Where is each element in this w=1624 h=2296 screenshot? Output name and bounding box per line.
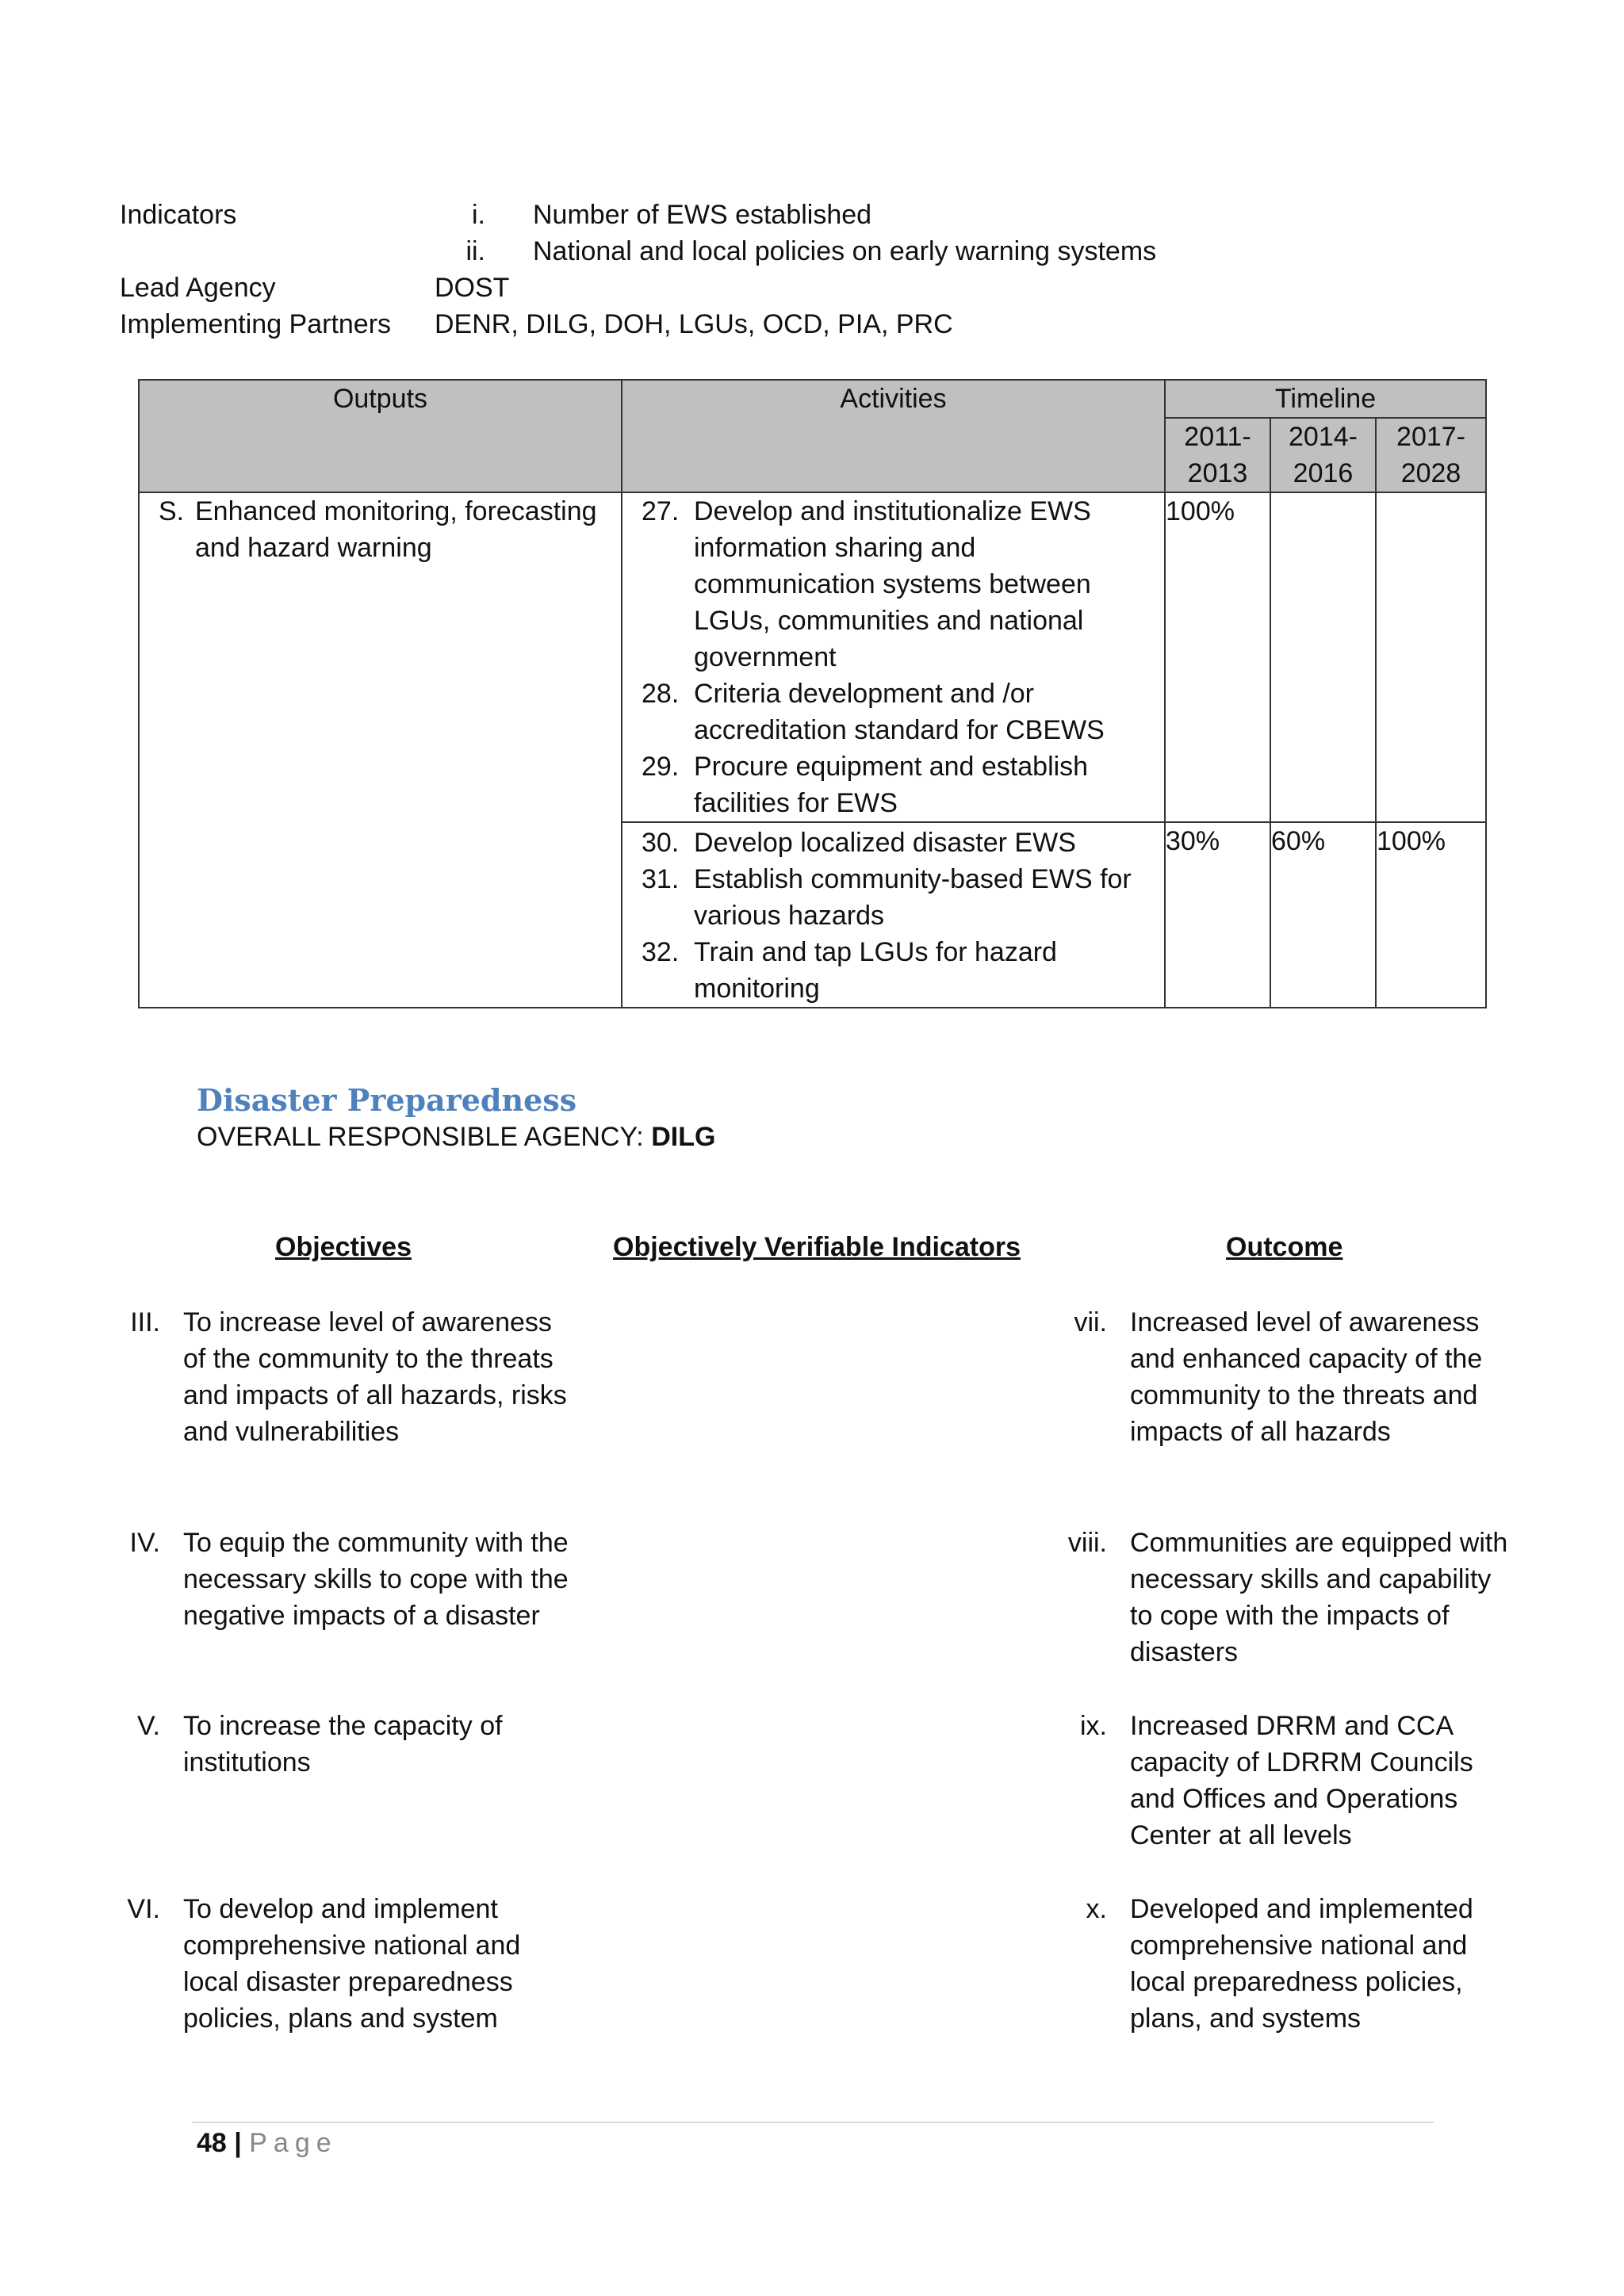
indicator-text: Number of EWS established xyxy=(533,200,872,230)
list-item: 30. Develop localized disaster EWS xyxy=(642,828,1076,858)
outcome-text: Communities are equipped with necessary skills and capability to cope with the impacts of disasters xyxy=(1130,1528,1508,1667)
outcome-text: Increased level of awareness and enhanced capacity of the community to the threats and impacts of all hazards xyxy=(1130,1307,1483,1447)
partners-label: Implementing Partners xyxy=(120,309,392,339)
list-item: 28. Criteria development and /or accreditation standard for CBEWS xyxy=(642,679,1105,745)
list-item: 27. Develop and institutionalize EWS information sharing and communication systems between LGUs, communities and national government xyxy=(642,496,1091,672)
list-item: 32. Train and tap LGUs for hazard monitoring xyxy=(642,937,1057,1004)
page-label: Page xyxy=(249,2128,338,2158)
outcome-number: viii. xyxy=(1067,1528,1107,1558)
objective-number: VI. xyxy=(127,1894,160,1924)
lead-agency-label: Lead Agency xyxy=(120,273,276,303)
page-footer xyxy=(197,2125,338,2161)
indicator-number: ii. xyxy=(465,236,485,266)
objective-text: To increase level of awareness of the community to the threats and impacts of all hazards, risks and vulnerabilities xyxy=(183,1307,567,1447)
outcome-text: Developed and implemented comprehensive national and local preparedness policies, plans, and systems xyxy=(1130,1894,1473,2034)
activities-cell xyxy=(622,822,1165,1008)
indicators-label: Indicators xyxy=(120,200,237,230)
header-period: 2011-2013 xyxy=(1165,418,1270,492)
timeline-cell: 60% xyxy=(1270,822,1376,1008)
objective-text: To increase the capacity of institutions xyxy=(183,1711,503,1777)
lead-agency-value: DOST xyxy=(435,273,510,303)
objectives-heading: Objectives xyxy=(275,1232,412,1262)
indicator-number: i. xyxy=(472,200,485,230)
responsible-agency: OVERALL RESPONSIBLE AGENCY: DILG xyxy=(197,1122,716,1152)
objective-number: IV. xyxy=(129,1528,160,1558)
header-timeline: Timeline xyxy=(1165,380,1486,418)
objective-text: To develop and implement comprehensive national and local disaster preparedness policies, plans and system xyxy=(183,1894,521,2034)
output-number: S. xyxy=(159,496,185,526)
indicator-text: National and local policies on early warning systems xyxy=(533,236,1157,266)
page-separator: | xyxy=(234,2128,242,2158)
outcome-number: ix. xyxy=(1080,1711,1107,1741)
header-period: 2014-2016 xyxy=(1270,418,1376,492)
objective-number: V. xyxy=(136,1711,160,1741)
activities-cell xyxy=(622,492,1165,822)
page-number: 48 xyxy=(197,2128,227,2158)
footer-divider xyxy=(192,2122,1434,2123)
partners-value: DENR, DILG, DOH, LGUs, OCD, PIA, PRC xyxy=(435,309,953,339)
timeline-cell: 30% xyxy=(1165,822,1270,1008)
timeline-cell xyxy=(1270,492,1376,822)
objective-text: To equip the community with the necessary skills to cope with the negative impacts of a disaster xyxy=(183,1528,569,1631)
outcome-number: x. xyxy=(1086,1894,1107,1924)
timeline-cell: 100% xyxy=(1376,822,1486,1008)
header-outputs: Outputs xyxy=(139,380,622,492)
timeline-cell: 100% xyxy=(1165,492,1270,822)
outputs-activities-table xyxy=(138,379,1487,1008)
list-item: 29. Procure equipment and establish facilities for EWS xyxy=(642,752,1089,818)
outcome-number: vii. xyxy=(1074,1307,1107,1337)
output-cell xyxy=(139,492,622,1008)
outcome-heading: Outcome xyxy=(1226,1232,1343,1262)
header-period: 2017-2028 xyxy=(1376,418,1486,492)
indicators-heading: Objectively Verifiable Indicators xyxy=(613,1232,1021,1262)
list-item: 31. Establish community-based EWS for various hazards xyxy=(642,864,1132,931)
output-text: Enhanced monitoring, forecasting and hazard warning xyxy=(195,496,597,563)
section-title: Disaster Preparedness xyxy=(197,1082,577,1118)
timeline-cell xyxy=(1376,492,1486,822)
objective-number: III. xyxy=(130,1307,160,1337)
header-activities: Activities xyxy=(622,380,1165,492)
outcome-text: Increased DRRM and CCA capacity of LDRRM Councils and Offices and Operations Center at all levels xyxy=(1130,1711,1473,1850)
